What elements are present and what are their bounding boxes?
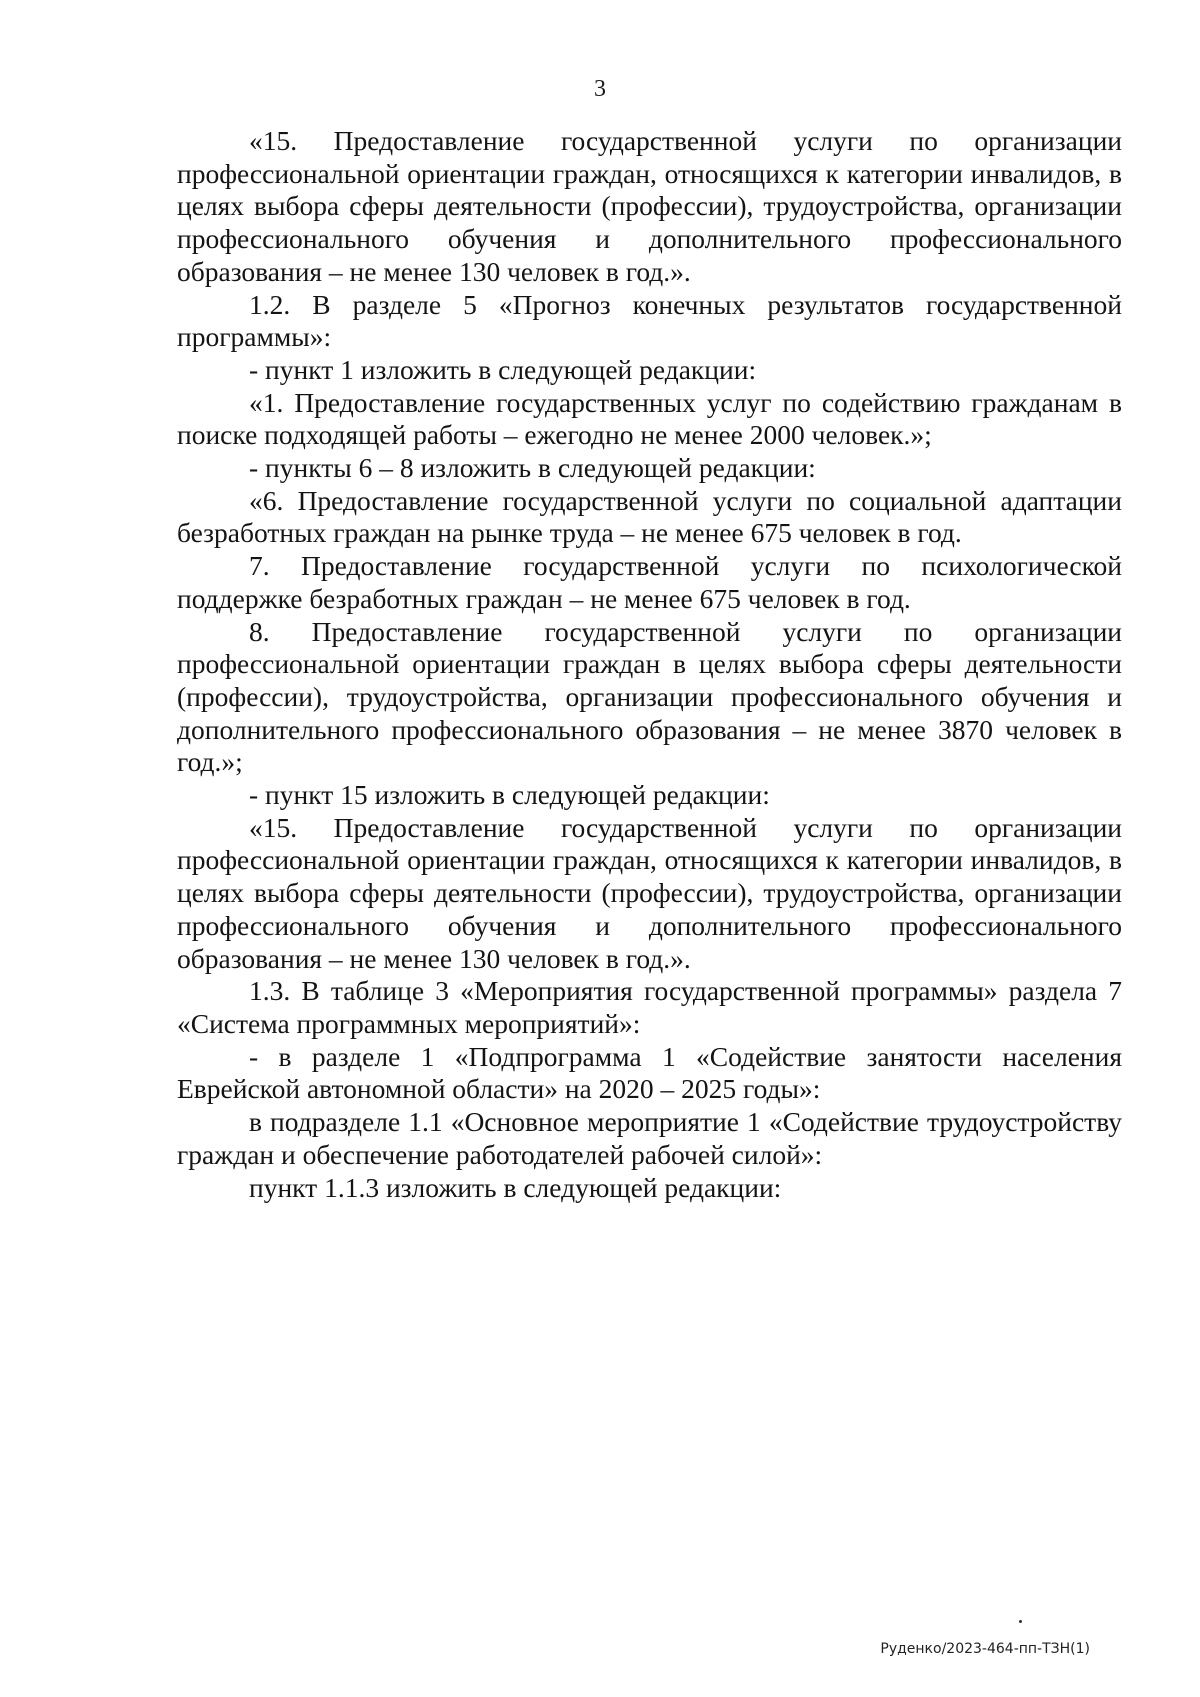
paragraph-item-1: «1. Предоставление государственных услуг по содействию гражданам в поиске подходящей работы – ежегодно не менее 2000 человек.»; xyxy=(177,386,1122,451)
paragraph-instruction-point-15: - пункт 15 изложить в следующей редакции: xyxy=(249,779,770,811)
paragraph-item-15-first: «15. Предоставление государственной услуги по организации профессиональной ориентации граждан, относящихся к категории инвалидов, в целях выбора сферы деятельности (профессии), трудоустройства, организации профессионального обучения и дополнительного профессионального образования – не менее 130 человек в год.». xyxy=(177,125,1122,287)
paragraph-item-8: 8. Предоставление государственной услуги по организации профессиональной ориентации граждан в целях выбора сферы деятельности (профессии), трудоустройства, организации профессионального обучения и дополнительного профессионального образования – не менее 3870 человек в год.»; xyxy=(177,615,1122,778)
paragraph-point-1-1-3: пункт 1.1.3 изложить в следующей редакции: xyxy=(249,1171,782,1203)
footer-document-code: Руденко/2023-464-пп-ТЗН(1) xyxy=(880,1641,1090,1657)
paragraph-instruction-points-6-8: - пункты 6 – 8 изложить в следующей редакции: xyxy=(249,452,816,484)
paragraph-item-15-second: «15. Предоставление государственной услуги по организации профессиональной ориентации граждан, относящихся к категории инвалидов, в целях выбора сферы деятельности (профессии), трудоустройства, организации профессионального обучения и дополнительного профессионального образования – не менее 130 человек в год.». xyxy=(177,811,1122,974)
paragraph-section-1-2: 1.2. В разделе 5 «Прогноз конечных результатов государственной программы»: xyxy=(177,288,1122,353)
paragraph-item-7: 7. Предоставление государственной услуги по психологической поддержке безработных граждан – не менее 675 человек в год. xyxy=(177,550,1122,614)
paragraph-section-1-subprogram: - в разделе 1 «Подпрограмма 1 «Содействие занятости населения Еврейской автономной области» на 2020 – 2025 годы»: xyxy=(177,1040,1122,1105)
paragraph-section-1-3: 1.3. В таблице 3 «Мероприятия государственной программы» раздела 7 «Система программных мероприятий»: xyxy=(177,975,1122,1039)
page-number: 3 xyxy=(594,76,606,102)
paragraph-instruction-point-1: - пункт 1 изложить в следующей редакции: xyxy=(249,353,757,385)
paragraph-item-6: «6. Предоставление государственной услуги по социальной адаптации безработных граждан на рынке труда – не менее 675 человек в год. xyxy=(177,484,1122,549)
paragraph-subsection-1-1: в подразделе 1.1 «Основное мероприятие 1 «Содействие трудоустройству граждан и обеспечение работодателей рабочей силой»: xyxy=(177,1106,1122,1170)
scan-speck xyxy=(1019,1620,1022,1623)
document-body xyxy=(177,125,1122,1204)
